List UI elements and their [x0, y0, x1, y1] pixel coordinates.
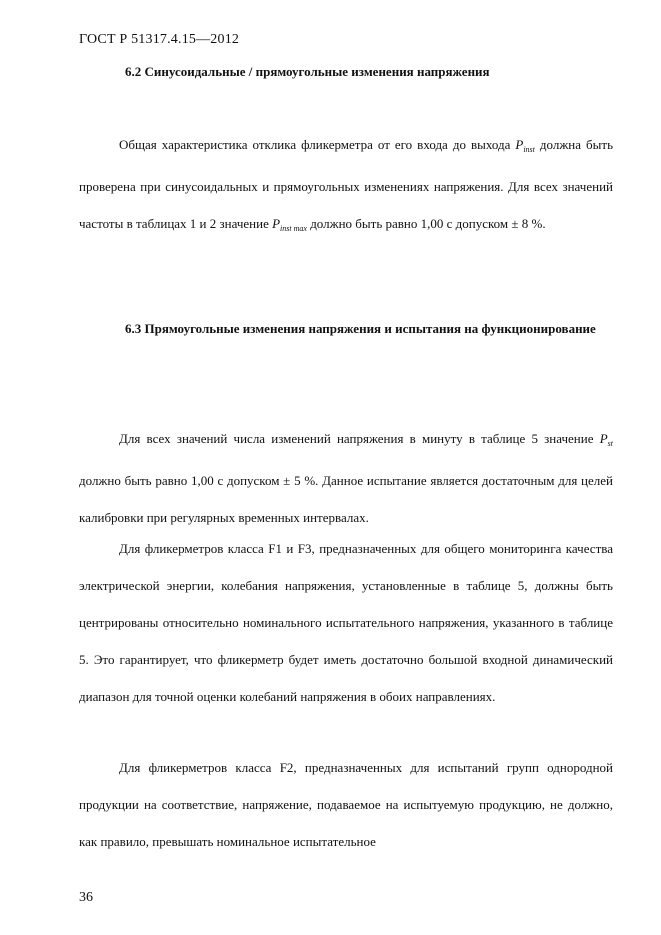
- paragraph-text-start: Для всех значений числа изменений напряжения в минуту в таблице 5 значение: [119, 431, 600, 446]
- p-inst-symbol: P: [515, 137, 524, 152]
- standard-header: ГОСТ Р 51317.4.15—2012: [79, 32, 240, 47]
- section-6-2-paragraph: [79, 126, 613, 247]
- pst-subscript: st: [607, 439, 613, 448]
- pst-symbol: P: [599, 431, 608, 446]
- section-6-3-heading-text: 6.3 Прямоугольные изменения напряжения и испытания на функционирование: [125, 321, 596, 336]
- page-number: 36: [79, 890, 93, 905]
- section-6-3-heading: [79, 311, 613, 347]
- section-6-2-title: 6.2 Синусоидальные / прямоугольные изменения напряжения: [125, 64, 490, 79]
- section-6-3-paragraph-2: [79, 530, 613, 715]
- paragraph-text: Для фликерметров класса F2, предназначенных для испытаний групп однородной продукции на соответствие, напряжение, подаваемое на испытуемую продукцию, не должно, как правило, превышать номинальное испытательное: [79, 760, 613, 849]
- section-6-3-paragraph-3: [79, 749, 613, 860]
- p-inst-max-symbol: P: [272, 216, 281, 231]
- p-inst-subscript: inst: [523, 145, 535, 154]
- p-inst-max-subscript: inst max: [280, 224, 307, 233]
- paragraph-text-start: Общая характеристика отклика фликерметра от его входа до выхода: [119, 137, 516, 152]
- paragraph-text: Для фликерметров класса F1 и F3, предназначенных для общего мониторинга качества электрической энергии, колебания напряжения, установленные в таблице 5, должны быть центрированы относительно номинального испытательного напряжения, указанного в таблице 5. Это гарантирует, что фликерметр будет иметь достаточно большой входной динамический диапазон для точной оценки колебаний напряжения в обоих направлениях.: [79, 541, 613, 704]
- paragraph-text-mid: должна быть проверена при синусоидальных и прямоугольных изменениях напряжения. Для всех значений частоты в таблицах 1 и 2 значение: [79, 137, 613, 231]
- section-6-3-paragraph-1: [79, 420, 613, 536]
- paragraph-text-end: должно быть равно 1,00 с допуском ± 5 %. Данное испытание является достаточным для целей калибровки при регулярных временных интервалах.: [79, 473, 613, 525]
- paragraph-text-end: должно быть равно 1,00 с допуском ± 8 %.: [306, 216, 546, 231]
